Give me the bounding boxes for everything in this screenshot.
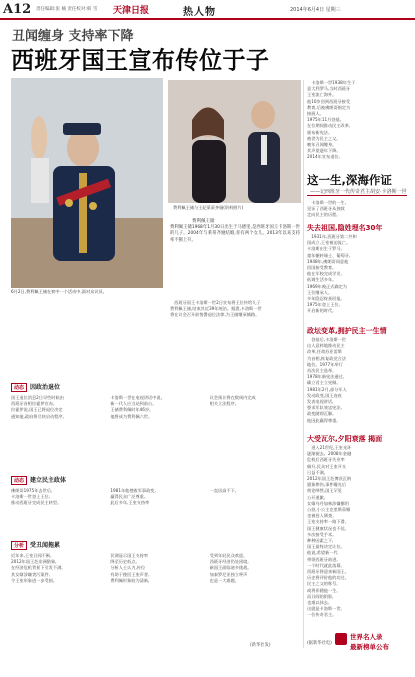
page-header <box>0 0 415 20</box>
body-text-3: 近年来,王室丑闻不断。 2012年国王赴非洲猎象, 在经济危机背景下引发不满。 其女婿涉嫌贪污案件, 令王室形象进一步受损。 民调显示国王支持率 降至历史低点。 分析人士认为,传位 有助于挽回王室声誉。 费利佩形象较为清新, 受到年轻民众欢迎。 西班牙经济仍处困境, 新国王面临诸多挑战。 加泰罗尼亚独立呼声 也是一大难题。 <box>11 553 252 583</box>
sidebar-subtitle: ——记西班牙一代传奇君主胡安·卡洛斯一世 <box>310 189 407 195</box>
sidebar-text-0: 卡洛斯一世的一生, 见证了西班牙从独裁 走向民主的历程。 <box>307 200 347 218</box>
profile-text: 费利佩王储1968年1月30日出生于马德里,是西班牙国王卡洛斯一世的儿子。2004年与莱蒂齐娅结婚,育有两个女儿。2013年以来支持率不断上升。 <box>170 225 300 243</box>
inset-photo <box>168 80 301 203</box>
article-kicker: 丑闻缠身 支持率下降 <box>12 29 134 44</box>
promo-line-1: 世界名人录 <box>350 633 383 641</box>
article-headline: 西班牙国王宣布传位于子 <box>11 47 270 75</box>
sidebar-title: 这一生,深海作证 <box>307 173 392 187</box>
subhead-1: 动态 因政治退位 <box>11 382 60 392</box>
main-photo-caption: 6月2日,费利佩王储在初中一个活动中,面对众议员。 <box>11 289 107 294</box>
inset-photo-caption: 费利佩王储与王妃莱蒂齐娅(资料照片) <box>173 205 244 210</box>
sidebar-text-1: 1931年,西班牙第二共和 国成立,王室被迫流亡。 卡洛斯出生于罗马, 童年辗转瑞士、葡萄牙。 1948年,佛朗哥同意他 回国接受教育。 他在军校完成学业, 低调生活多年。 1969年被正式确定为 王位继承人。 多年隐忍终获回报。 1975年登上王位。 开启新的时代。 <box>307 234 357 314</box>
sidebar-text-3: 进入21世纪,王室光环 逐渐褪去。2008年金融 危机后西班牙失业率 飙升,民众对王室开支 日益不满。 2012年国王赴博茨瓦纳 猎象摔伤,事件曝光后 舆论哗然,国王罕见 公开道歉。 女婿乌丹加林涉嫌挪用 公款,小公主克里斯蒂娜 也被卷入调查。 王室支持率一路下滑。 国王健康状况也不佳, 多次接受手术。 种种因素之下, 国王最终决定让位。 他说,希望新一代 带领西班牙前进。 一个时代就此落幕。 西班牙将迎来新国王。 历史将评价他的功过。 民主之父的称号, 或将伴随他一生。 而丑闻的阴影, 也难以抹去。 这就是卡洛斯一世。 一位传奇君主。 <box>307 445 352 618</box>
publication-date: 2014年6月4日 星期三 <box>290 7 341 13</box>
article-source: (新华社发) <box>250 643 271 648</box>
column-divider <box>303 80 304 648</box>
section-title: 热人物 <box>183 7 216 18</box>
couple-photo <box>168 80 301 203</box>
sidebar-heading-1: 失去祖国,隐姓埋名30年 <box>307 224 383 232</box>
sidebar-top-text: 卡洛斯一世1938年生于 意大利罗马,当时西班牙 王室流亡海外。 他10岁回到西班牙接受 教育,后被佛朗哥指定为 接班人。 1975年11月登基。 在位期间推动民主改革, 颁布新宪法。 被誉为民主之父。 晚年丑闻缠身。 其声望逐年下降。 2014年宣布退位。 <box>307 80 356 160</box>
body-text-2: 佛朗哥1975年去世后, 卡洛斯一世登上王位, 推动西班牙完成民主转型。 1981年他挫败军事政变, 赢得民众广泛尊重。 此后多年,王室支持率 一直居高不下。 <box>11 488 239 506</box>
page-number: A12 <box>3 2 32 17</box>
body-text-block: 西班牙国王卡洛斯一世2日宣布将王位传给儿子 费利佩王储,结束其近39年统治。据悉,卡洛斯一世 将在议会召开前签署退位法律,为王储继承铺路。 <box>170 300 262 318</box>
sidebar-heading-3: 大受瓦尔,夕阳衰落 揭面 <box>307 435 383 443</box>
sidebar-source: (据新华社电) <box>307 641 332 646</box>
subhead-2: 动态 建立民主政体 <box>11 475 66 485</box>
sidebar-rule <box>307 195 407 196</box>
promo-box <box>335 630 407 660</box>
king-figure-photo <box>11 78 163 288</box>
promo-badge-icon <box>335 633 347 645</box>
edition-info: 责任编辑:张 楠 责任校对:韩 雪 <box>36 7 98 12</box>
newspaper-logo: 天津日报 <box>113 6 150 16</box>
promo-line-2: 最新榜单公布 <box>350 643 389 651</box>
sidebar-heading-2: 政坛变革,拥护民主一生情 <box>307 327 387 335</box>
body-text-1: 国王退位消息2日早些时候由 西班牙首相拉霍伊宣布。 拉霍伊说,国王已将退位决定 通知他,政府将尽快启动程序。 卡洛斯一世在电视讲话中说, 新一代人应当站到前台。 王储费利佩时年46岁。 他将成为费利佩六世。 议会预计将在数周内完成 相关立法程序。 <box>11 395 256 419</box>
profile-heading: 费利佩王储 <box>192 219 215 224</box>
sidebar-text-2: 登基后,卡洛斯一世 出人意料地推动民主 改革,任命苏亚雷斯 为首相,恢复政党合法 地位。1977年举行 首次民主选举。 1978年新宪法通过, 确立君主立宪制。 1981年2月,部分军人 发动政变,国王连夜 发表电视讲话, 要求军队效忠宪法, 政变随即瓦解。 他因此赢得尊重。 <box>307 337 347 423</box>
subhead-3: 分析 受丑闻拖累 <box>11 540 60 550</box>
main-photo <box>11 78 163 288</box>
